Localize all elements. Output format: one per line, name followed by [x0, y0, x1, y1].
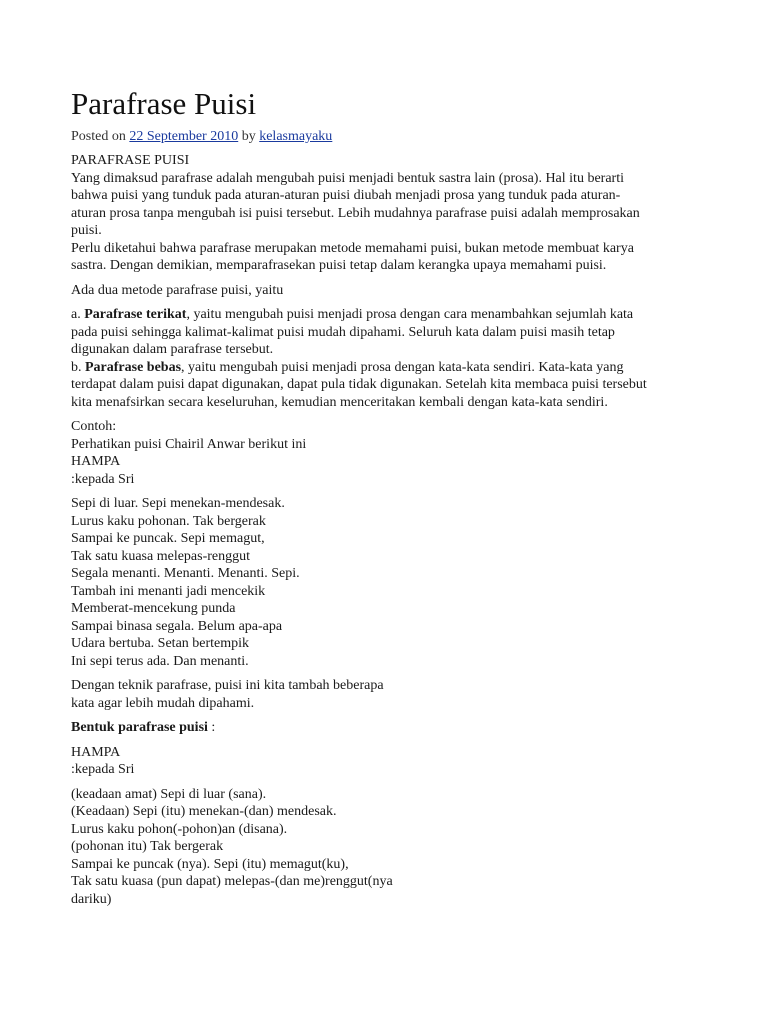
article-body: [71, 152, 701, 908]
posted-on-label: Posted on: [71, 129, 126, 144]
page-title: Parafrase Puisi: [71, 86, 257, 121]
method-b-term: Parafrase bebas: [85, 359, 182, 375]
method-a: a. Parafrase terikat, yaitu mengubah puisi menjadi prosa dengan cara menambahkan sejumlah kata: [71, 307, 634, 322]
methods-intro: Ada dua metode parafrase puisi, yaitu: [71, 282, 284, 298]
example-block: Contoh: Perhatikan puisi Chairil Anwar berikut ini HAMPA :kepada Sri: [71, 418, 701, 488]
form-heading: Bentuk parafrase puisi :: [71, 720, 216, 735]
method-a-term: Parafrase terikat: [84, 307, 187, 322]
method-b: b. Parafrase bebas, yaitu mengubah puisi menjadi prosa dengan kata-kata sendiri. Kata-kata yang: [71, 359, 624, 375]
poem-dedication: :kepada Sri: [71, 471, 135, 487]
technique-paragraph: Dengan teknik parafrase, puisi ini kita tambah beberapa kata agar lebih mudah dipahami.: [71, 678, 384, 711]
poem-title: HAMPA: [71, 454, 121, 469]
paraphrase-text: (keadaan amat) Sepi di luar (sana). (Keadaan) Sepi (itu) menekan-(dan) mendesak. Lurus kaku pohon(-pohon)an (disana). (pohonan itu) Tak bergerak Sampai ke puncak (nya). Sepi (itu) memagut(ku), Tak satu kuasa (pun dapat) melepas-(dan me)renggut(nya dariku): [71, 786, 393, 907]
intro-paragraph: Yang dimaksud parafrase adalah mengubah puisi menjadi bentuk sastra lain (prosa). Hal itu berarti bahwa puisi yang tunduk pada aturan-aturan puisi diubah menjadi prosa yang tunduk pada aturan- aturan prosa tanpa mengubah isi puisi tersebut. Lebih mudahnya parafrase puisi adalah memprosakan puisi. Perlu diketahui bahwa parafrase merupakan metode memahami puisi, bukan metode membuat karya sastra. Dengan demikian, memparafrasekan puisi tetap dalam kerangka upaya memahami puisi.: [71, 170, 640, 273]
form-title-block: HAMPA :kepada Sri: [71, 744, 135, 777]
methods-list: a. Parafrase terikat, yaitu mengubah puisi menjadi prosa dengan cara menambahkan sejumlah kata pada puisi sehingga kalimat-kalimat puisi mudah dipahami. Seluruh kata dalam puisi masih tetap digunakan dalam parafrase tersebut. b. Parafrase bebas, yaitu mengubah puisi menjadi prosa dengan kata-kata sendiri. Kata-kata yang terdapat dalam puisi dapat digunakan, dapat pula tidak digunakan. Setelah kita membaca puisi tersebut kita menafsirkan secara keseluruhan, kemudian menceritakan kembali dengan kata-kata sendiri.: [71, 306, 701, 411]
by-label: by: [241, 129, 256, 144]
author-link[interactable]: kelasmayaku: [259, 129, 333, 144]
section-heading: PARAFRASE PUISI: [71, 153, 190, 168]
article: [71, 84, 701, 915]
poem-text: Sepi di luar. Sepi menekan-mendesak. Lurus kaku pohonan. Tak bergerak Sampai ke puncak. Sepi memagut, Tak satu kuasa melepas-renggut Segala menanti. Menanti. Menanti. Sepi. Tambah ini menanti jadi mencekik Memberat-mencekung punda Sampai binasa segala. Belum apa-apa Udara bertuba. Setan bertempik Ini sepi terus ada. Dan menanti.: [71, 496, 300, 669]
post-meta: [71, 128, 701, 146]
post-date-link[interactable]: 22 September 2010: [129, 129, 239, 144]
